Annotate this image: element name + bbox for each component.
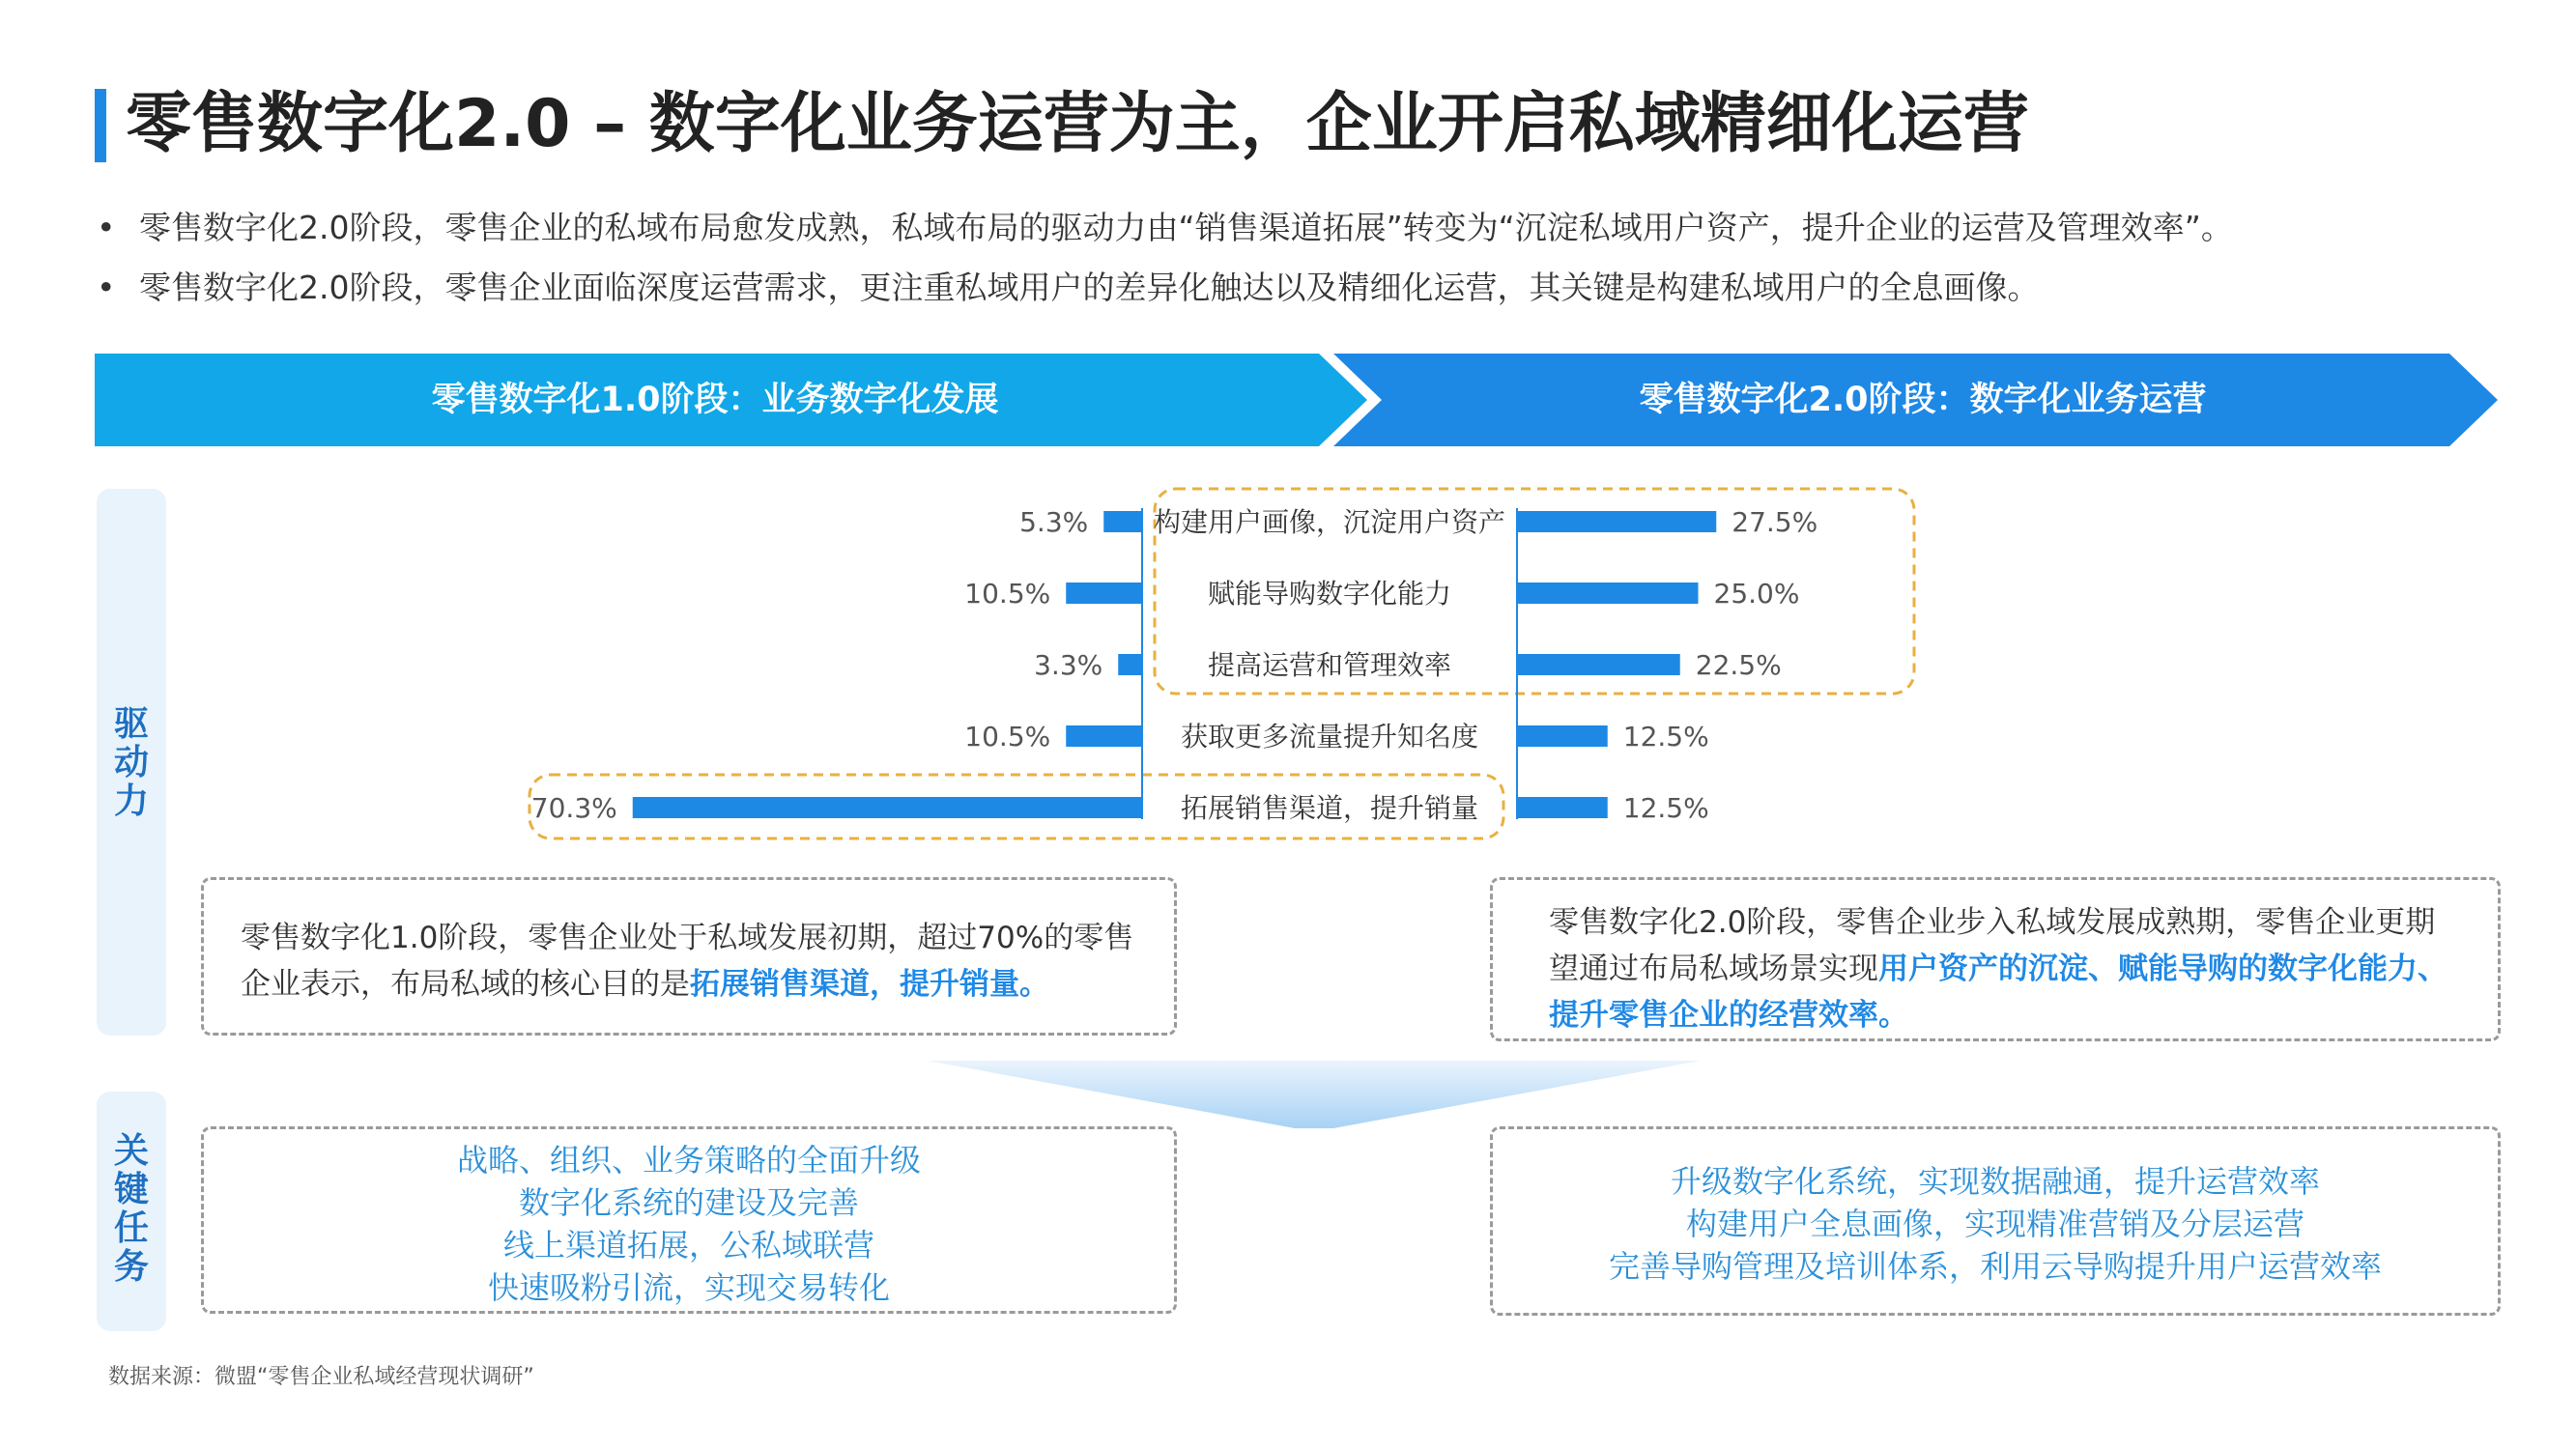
tasks-char: 键 (113, 1170, 149, 1209)
category-label: 拓展销售渠道，提升销量 (1180, 792, 1479, 824)
left-bar (1118, 654, 1142, 675)
bullet-dot-icon: • (97, 209, 116, 246)
task-item: 数字化系统的建设及完善 (518, 1184, 859, 1221)
drivers-char: 驱 (113, 704, 149, 744)
right-bar (1517, 725, 1608, 747)
task-item: 线上渠道拓展，公私域联营 (502, 1227, 874, 1264)
drivers-char: 动 (113, 743, 149, 782)
left-value-label: 70.3% (530, 792, 617, 824)
tasks-char: 任 (113, 1208, 149, 1248)
data-source-note: 数据来源：微盟“零售企业私域经营现状调研” (108, 1365, 534, 1389)
right-value-label: 25.0% (1713, 578, 1800, 610)
stage-1-description-box (201, 877, 1177, 1036)
task-item: 升级数字化系统，实现数据融通，提升运营效率 (1670, 1163, 2320, 1200)
stage-2-description-box (1490, 877, 2501, 1041)
left-value-label: 10.5% (964, 578, 1051, 610)
tasks-char: 务 (113, 1247, 149, 1287)
left-value-label: 5.3% (1019, 506, 1089, 538)
bullet-text: 零售数字化2.0阶段，零售企业面临深度运营需求，更注重私域用户的差异化触达以及精细化运营，其关键是构建私域用户的全息画像。 (139, 269, 2040, 306)
stage-2-description-text: 零售数字化2.0阶段，零售企业步入私域发展成熟期，零售企业更期望通过布局私域场景实现 (1549, 905, 2436, 986)
right-value-label: 27.5% (1732, 506, 1818, 538)
left-bar (1103, 511, 1142, 532)
stage-1-tasks-box (201, 1126, 1177, 1314)
right-value-label: 12.5% (1622, 721, 1709, 753)
bullet-dot-icon: • (97, 269, 116, 306)
stage-2-label: 零售数字化2.0阶段：数字化业务运营 (1639, 381, 2207, 419)
stage-1-description (204, 880, 1174, 1008)
category-label: 赋能导购数字化能力 (1207, 578, 1452, 610)
stage-1-task-list (204, 1129, 1174, 1309)
stage-2-tasks-box (1490, 1126, 2501, 1316)
right-bar (1517, 797, 1608, 818)
stage-1-label: 零售数字化1.0阶段：业务数字化发展 (431, 381, 999, 419)
right-value-label: 12.5% (1622, 792, 1709, 824)
transition-funnel-shape (928, 1061, 1701, 1128)
category-label: 获取更多流量提升知名度 (1180, 721, 1479, 753)
stage-1-description-accent: 拓展销售渠道，提升销量。 (690, 967, 1049, 1002)
driver-butterfly-chart (0, 473, 2576, 850)
task-item: 快速吸粉引流，实现交易转化 (487, 1269, 890, 1306)
left-value-label: 3.3% (1034, 649, 1103, 681)
right-value-label: 22.5% (1695, 649, 1782, 681)
right-bar (1517, 654, 1680, 675)
stage-1-description-text: 零售数字化1.0阶段，零售企业处于私域发展初期，超过70%的零售企业表示，布局私域的核心目的是 (241, 921, 1134, 1002)
stage-2-description (1493, 880, 2498, 1038)
category-label: 提高运营和管理效率 (1207, 649, 1452, 681)
category-label: 构建用户画像，沉淀用户资产 (1153, 506, 1506, 538)
bullet-text: 零售数字化2.0阶段，零售企业的私域布局愈发成熟，私域布局的驱动力由“销售渠道拓展”转变为“沉淀私域用户资产，提升企业的运营及管理效率”。 (139, 209, 2233, 246)
task-item: 构建用户全息画像，实现精准营销及分层运营 (1685, 1206, 2304, 1242)
left-bar (1066, 725, 1142, 747)
page-title: 零售数字化2.0 – 数字化业务运营为主，企业开启私域精细化运营 (126, 86, 2029, 162)
task-item: 战略、组织、业务策略的全面升级 (456, 1142, 921, 1179)
left-value-label: 10.5% (964, 721, 1051, 753)
right-bar (1517, 511, 1716, 532)
stage-2-description-accent: 用户资产的沉淀、赋能导购的数字化能力、提升零售企业的经营效率。 (1549, 952, 2447, 1033)
drivers-char: 力 (113, 781, 149, 821)
left-bar (1066, 582, 1142, 604)
transition-funnel (928, 1061, 1701, 1130)
right-bar (1517, 582, 1699, 604)
tasks-side-label (97, 1132, 166, 1287)
task-item: 完善导购管理及培训体系，利用云导购提升用户运营效率 (1608, 1248, 2382, 1285)
left-bar (633, 797, 1142, 818)
stage-2-task-list (1493, 1129, 2498, 1288)
tasks-char: 关 (113, 1131, 149, 1171)
